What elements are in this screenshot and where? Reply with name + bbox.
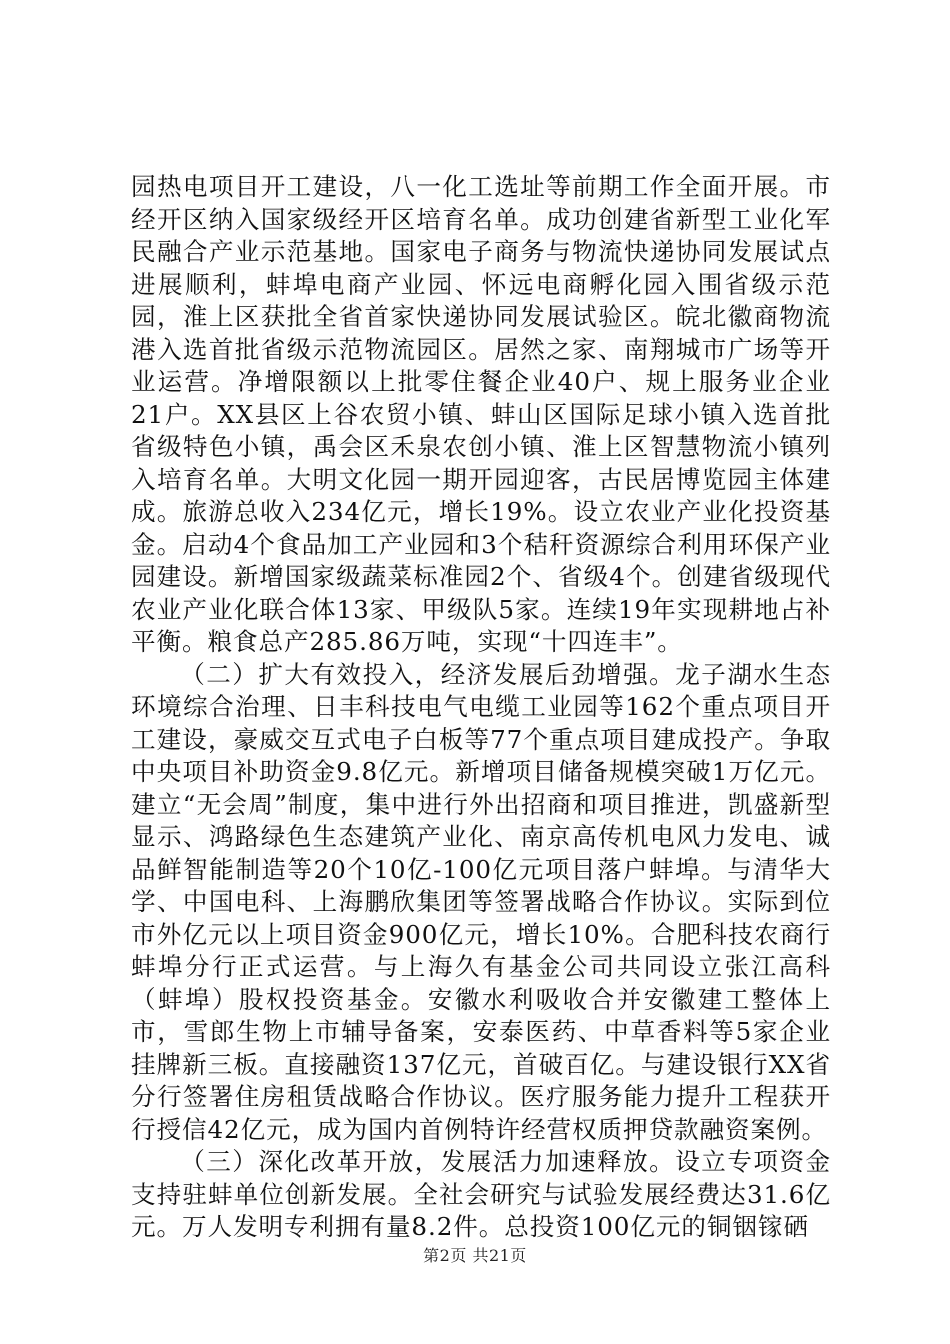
paragraph-section-2: （二）扩大有效投入，经济发展后劲增强。龙子湖水生态环境综合治理、日丰科技电气电缆工业园等162个重点项目开工建设，豪威交互式电子白板等77个重点项目建成投产。争取中央项目补助资金9.8亿元。新增项目储备规模突破1万亿元。建立“无会周”制度，集中进行外出招商和项目推进，凯盛新型显示、鸿路绿色生态建筑产业化、南京高传机电风力发电、诚品鲜智能制造等20个10亿-100亿元项目落户蚌埠。与清华大学、中国电科、上海鹏欣集团等签署战略合作协议。实际到位市外亿元以上项目资金900亿元，增长10%。合肥科技农商行蚌埠分行正式运营。与上海久有基金公司共同设立张江高科（蚌埠）股权投资基金。安徽水利吸收合并安徽建工整体上市，雪郎生物上市辅导备案，安泰医药、中草香料等5家企业挂牌新三板。直接融资137亿元，首破百亿。与建设银行XX省分行签署住房租赁战略合作协议。医疗服务能力提升工程获开行授信42亿元，成为国内首例特许经营权质押贷款融资案例。 [131,659,831,1144]
document-body [131,171,831,1244]
page-number-footer: 第2页 共21页 [423,1246,527,1265]
paragraph-section-3: （三）深化改革开放，发展活力加速释放。设立专项资金支持驻蚌单位创新发展。全社会研究与试验发展经费达31.6亿元。万人发明专利拥有量8.2件。总投资100亿元的铜铟镓硒 [131,1147,831,1241]
paragraph-continuation: 园热电项目开工建设，八一化工选址等前期工作全面开展。市经开区纳入国家级经开区培育名单。成功创建省新型工业化军民融合产业示范基地。国家电子商务与物流快递协同发展试点进展顺利，蚌埠电商产业园、怀远电商孵化园入围省级示范园，淮上区获批全省首家快递协同发展试验区。皖北徽商物流港入选首批省级示范物流园区。居然之家、南翔城市广场等开业运营。净增限额以上批零住餐企业40户、规上服务业企业21户。XX县区上谷农贸小镇、蚌山区国际足球小镇入选首批省级特色小镇，禹会区禾泉农创小镇、淮上区智慧物流小镇列入培育名单。大明文化园一期开园迎客，古民居博览园主体建成。旅游总收入234亿元，增长19%。设立农业产业化投资基金。启动4个食品加工产业园和3个秸秆资源综合利用环保产业园建设。新增国家级蔬菜标准园2个、省级4个。创建省级现代农业产业化联合体13家、甲级队5家。连续19年实现耕地占补平衡。粮食总产285.86万吨，实现“十四连丰”。 [131,172,831,656]
